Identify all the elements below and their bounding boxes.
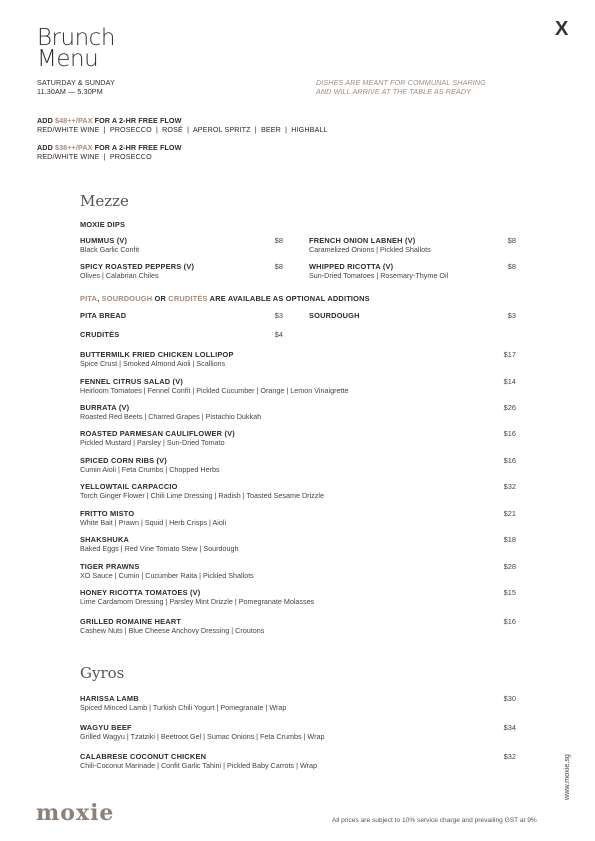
item-price: $30 — [503, 694, 516, 703]
item-desc: Chili-Coconut Marinade | Confit Garlic Tahini | Pickled Baby Carrots | Wrap — [80, 761, 318, 770]
item-name: WAGYU BEEF — [80, 723, 132, 732]
item-desc: Olives | Calabrian Chiles — [80, 271, 159, 280]
free-flow-drinks-2: RED/WHITE WINE | PROSECCO — [37, 152, 152, 161]
optional-additions-note — [80, 294, 370, 303]
menu-item — [309, 262, 448, 281]
addition-sourdough: SOURDOUGH — [101, 294, 153, 303]
menu-item — [80, 350, 234, 369]
section-title-mezze: Mezze — [80, 192, 129, 210]
item-price: $32 — [503, 752, 516, 761]
sharing-note-line1: DISHES ARE MEANT FOR COMMUNAL SHARING — [316, 78, 486, 87]
addition-or: OR — [152, 294, 169, 303]
menu-title-line2: Menu — [37, 46, 99, 72]
menu-item — [80, 482, 324, 501]
item-desc: Roasted Red Beets | Charred Grapes | Pistachio Dukkah — [80, 412, 262, 421]
item-name: WHIPPED RICOTTA (V) — [309, 262, 394, 271]
item-desc: Sun-Dried Tomatoes | Rosemary-Thyme Oil — [309, 271, 449, 280]
menu-title — [37, 25, 197, 72]
item-price: $14 — [503, 377, 516, 386]
item-price: $32 — [503, 482, 516, 491]
free-flow-price: $38++/PAX — [54, 143, 93, 152]
item-desc: White Bait | Prawn | Squid | Herb Crisps | Aioli — [80, 518, 227, 527]
item-name: FRENCH ONION LABNEH (V) — [309, 236, 416, 245]
item-desc: Caramelized Onions | Pickled Shallots — [309, 245, 431, 254]
addition-crudites: CRUDITÉS — [168, 294, 208, 303]
free-flow-drinks-1: RED/WHITE WINE | PROSECCO | ROSÉ | APEROL SPRITZ | BEER | HIGHBALL — [37, 125, 328, 134]
close-button[interactable]: X — [555, 18, 569, 40]
item-name: CALABRESE COCONUT CHICKEN — [80, 752, 207, 761]
item-desc: Pickled Mustard | Parsley | Sun-Dried Tomato — [80, 438, 225, 447]
item-price: $26 — [503, 403, 516, 412]
item-name: SPICED CORN RIBS (V) — [80, 456, 167, 465]
menu-item — [80, 535, 239, 554]
item-desc: Lime Cardamom Dressing | Parsley Mint Drizzle | Pomegranate Molasses — [80, 597, 315, 606]
menu-item — [80, 403, 261, 422]
item-name: YELLOWTAIL CARPACCIO — [80, 482, 178, 491]
item-price: $28 — [503, 562, 516, 571]
side-name: CRUDITÉS — [80, 330, 120, 339]
menu-item — [80, 752, 317, 771]
item-desc: XO Sauce | Cumin | Cucumber Raita | Pickled Shallots — [80, 571, 254, 580]
addition-pita: PITA — [80, 294, 98, 303]
item-price: $17 — [503, 350, 516, 359]
price-disclaimer: All prices are subject to 10% service charge and prevailing GST at 9% — [332, 817, 537, 824]
item-name: HONEY RICOTTA TOMATOES (V) — [80, 588, 201, 597]
menu-item — [80, 617, 264, 636]
item-name: SPICY ROASTED PEPPERS (V) — [80, 262, 195, 271]
item-name: TIGER PRAWNS — [80, 562, 140, 571]
item-price: $16 — [503, 429, 516, 438]
side-price: $3 — [507, 311, 516, 320]
item-desc: Heirloom Tomatoes | Fennel Confit | Pickled Cucumber | Orange | Lemon Vinaigrette — [80, 386, 349, 395]
menu-item — [309, 236, 431, 255]
free-flow-price: $48++/PAX — [54, 116, 93, 125]
sharing-note-line2: AND WILL ARRIVE AT THE TABLE AS READY — [316, 87, 472, 96]
menu-title-line1: Brunch — [37, 25, 115, 51]
addition-rest: ARE AVAILABLE AS OPTIONAL ADDITIONS — [207, 294, 370, 303]
dips-heading: MOXIE DIPS — [80, 220, 126, 229]
side-name: PITA BREAD — [80, 311, 127, 320]
website-url[interactable]: www.moxie.sg — [562, 754, 571, 800]
item-price: $8 — [507, 236, 516, 245]
menu-item — [80, 429, 235, 448]
menu-item — [80, 377, 348, 396]
item-name: ROASTED PARMESAN CAULIFLOWER (V) — [80, 429, 235, 438]
item-price: $8 — [274, 236, 283, 245]
item-name: SHAKSHUKA — [80, 535, 130, 544]
service-days: SATURDAY & SUNDAY — [37, 78, 115, 87]
item-desc: Cashew Nuts | Blue Cheese Anchovy Dressing | Croutons — [80, 626, 265, 635]
item-name: GRILLED ROMAINE HEART — [80, 617, 182, 626]
side-price: $4 — [274, 330, 283, 339]
menu-item — [80, 694, 286, 713]
item-name: BURRATA (V) — [80, 403, 130, 412]
item-desc: Cumin Aioli | Feta Crumbs | Chopped Herbs — [80, 465, 220, 474]
item-desc: Black Garlic Confit — [80, 245, 140, 254]
menu-item — [80, 236, 139, 255]
item-name: FENNEL CITRUS SALAD (V) — [80, 377, 184, 386]
section-title-gyros: Gyros — [80, 664, 125, 682]
menu-item — [80, 588, 314, 607]
item-name: HUMMUS (V) — [80, 236, 128, 245]
free-flow-prefix: ADD — [37, 116, 55, 125]
item-price: $21 — [503, 509, 516, 518]
item-price: $16 — [503, 617, 516, 626]
item-desc: Baked Eggs | Red Vine Tomato Stew | Sourdough — [80, 544, 239, 553]
free-flow-offer-1 — [37, 116, 182, 125]
menu-item — [80, 509, 226, 528]
free-flow-prefix: ADD — [37, 143, 55, 152]
item-price: $8 — [507, 262, 516, 271]
menu-item — [80, 562, 254, 581]
menu-item — [80, 456, 220, 475]
item-desc: Grilled Wagyu | Tzatziki | Beetroot Gel | Sumac Onions | Feta Crumbs | Wrap — [80, 732, 325, 741]
menu-item — [80, 262, 194, 281]
free-flow-suffix: FOR A 2-HR FREE FLOW — [92, 143, 182, 152]
item-price: $15 — [503, 588, 516, 597]
item-price: $18 — [503, 535, 516, 544]
item-desc: Spiced Minced Lamb | Turkish Chili Yogurt | Pomegranate | Wrap — [80, 703, 287, 712]
menu-item — [80, 723, 324, 742]
addition-comma: , — [97, 294, 102, 303]
item-price: $34 — [503, 723, 516, 732]
item-name: FRITTO MISTO — [80, 509, 135, 518]
item-desc: Torch Ginger Flower | Chili Lime Dressing | Radish | Toasted Sesame Drizzle — [80, 491, 324, 500]
item-name: BUTTERMILK FRIED CHICKEN LOLLIPOP — [80, 350, 234, 359]
side-price: $3 — [274, 311, 283, 320]
item-desc: Spice Crust | Smoked Almond Aioli | Scallions — [80, 359, 226, 368]
free-flow-offer-2 — [37, 143, 182, 152]
item-price: $8 — [274, 262, 283, 271]
item-name: HARISSA LAMB — [80, 694, 139, 703]
brand-logo: moxie — [36, 800, 115, 826]
side-name: SOURDOUGH — [309, 311, 360, 320]
service-hours: 11.30AM — 5.30PM — [37, 87, 103, 96]
free-flow-suffix: FOR A 2-HR FREE FLOW — [92, 116, 182, 125]
item-price: $16 — [503, 456, 516, 465]
